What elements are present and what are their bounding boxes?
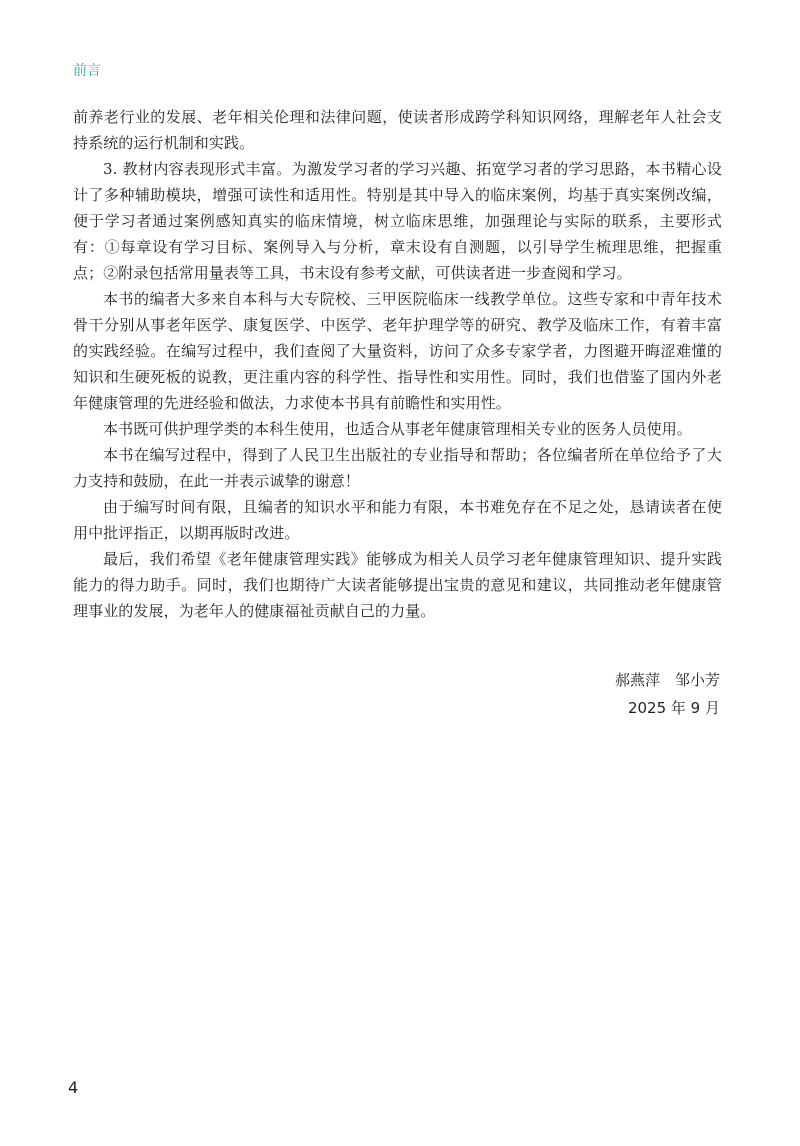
paragraph-acknowledgements: 本书在编写过程中，得到了人民卫生出版社的专业指导和帮助；各位编者所在单位给予了大力支持和鼓励，在此一并表示诚挚的谢意！	[73, 446, 722, 490]
paragraph-editors: 本书的编者大多来自本科与大专院校、三甲医院临床一线教学单位。这些专家和中青年技术骨干分别从事老年医学、康复医学、中医学、老年护理学等的研究、教学及临床工作，有着丰富的实践经验。在编写过程中，我们查阅了大量资料，访问了众多专家学者，力图避开晦涩难懂的知识和生硬死板的说教，更注重内容的科学性、指导性和实用性。同时，我们也借鉴了国内外老年健康管理的先进经验和做法，力求使本书具有前瞻性和实用性。	[73, 290, 722, 412]
signature-block	[615, 666, 720, 722]
paragraph-limitations: 由于编写时间有限，且编者的知识水平和能力有限，本书难免存在不足之处，恳请读者在使用中批评指正，以期再版时改进。	[73, 498, 722, 542]
running-header: 前言	[73, 63, 101, 79]
page-number: 4	[68, 1078, 79, 1097]
paragraph-presentation-forms: 3. 教材内容表现形式丰富。为激发学习者的学习兴趣、拓宽学习者的学习思路，本书精心设计了多种辅助模块，增强可读性和适用性。特别是其中导入的临床案例，均基于真实案例改编，便于学习者通过案例感知真实的临床情境，树立临床思维，加强理论与实际的联系，主要形式有：①每章设有学习目标、案例导入与分析，章末设有自测题，以引导学生梳理思维，把握重点；②附录包括常用量表等工具，书末设有参考文献，可供读者进一步查阅和学习。	[73, 160, 722, 282]
signature-date: 2025 年 9 月	[627, 699, 720, 717]
author-names: 郝燕萍 邹小芳	[614, 671, 720, 689]
preface-body	[73, 104, 722, 624]
paragraph-closing: 最后，我们希望《老年健康管理实践》能够成为相关人员学习老年健康管理知识、提升实践能力的得力助手。同时，我们也期待广大读者能够提出宝贵的意见和建议，共同推动老年健康管理事业的发展，为老年人的健康福祉贡献自己的力量。	[73, 550, 722, 620]
paragraph-continuation: 前养老行业的发展、老年相关伦理和法律问题，使读者形成跨学科知识网络，理解老年人社会支持系统的运行机制和实践。	[73, 108, 722, 152]
paragraph-audience: 本书既可供护理学类的本科生使用，也适合从事老年健康管理相关专业的医务人员使用。	[103, 420, 692, 438]
